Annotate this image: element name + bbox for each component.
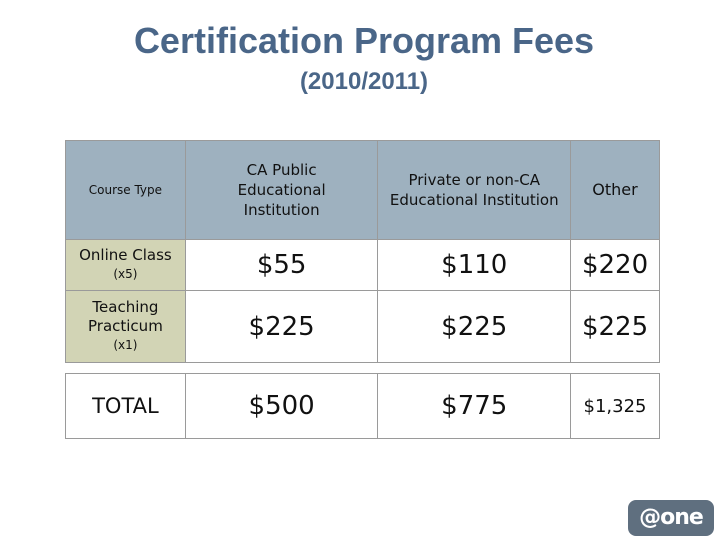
slide-subtitle: (2010/2011) <box>299 68 429 95</box>
table-header-row <box>66 141 660 240</box>
cell-private: $225 <box>378 291 571 363</box>
row-multiplier: (x1) <box>113 338 138 352</box>
table-row <box>66 240 660 291</box>
row-multiplier: (x5) <box>113 267 138 281</box>
table-spacer <box>66 363 660 374</box>
header-course-type: Course Type <box>66 141 186 240</box>
at-one-logo: @one <box>628 500 714 536</box>
row-label: Teaching Practicum <box>88 298 163 335</box>
cell-ca-public: $55 <box>185 240 378 291</box>
total-other: $1,325 <box>571 374 660 439</box>
cell-other: $225 <box>571 291 660 363</box>
header-private: Private or non-CA Educational Institution <box>378 141 571 240</box>
cell-private: $110 <box>378 240 571 291</box>
row-label-teaching-practicum <box>66 291 186 363</box>
row-label: Online Class <box>79 246 172 264</box>
total-label: TOTAL <box>66 374 186 439</box>
row-label-online-class <box>66 240 186 291</box>
spacer-cell <box>571 363 660 374</box>
cell-other: $220 <box>571 240 660 291</box>
total-row <box>66 374 660 439</box>
spacer-cell <box>185 363 378 374</box>
fee-table <box>65 140 660 439</box>
table-row <box>66 291 660 363</box>
cell-ca-public: $225 <box>185 291 378 363</box>
header-ca-public: CA Public Educational Institution <box>185 141 378 240</box>
total-private: $775 <box>378 374 571 439</box>
spacer-cell <box>66 363 186 374</box>
slide-title: Certification Program Fees <box>133 20 595 61</box>
total-ca-public: $500 <box>185 374 378 439</box>
spacer-cell <box>378 363 571 374</box>
header-other: Other <box>571 141 660 240</box>
